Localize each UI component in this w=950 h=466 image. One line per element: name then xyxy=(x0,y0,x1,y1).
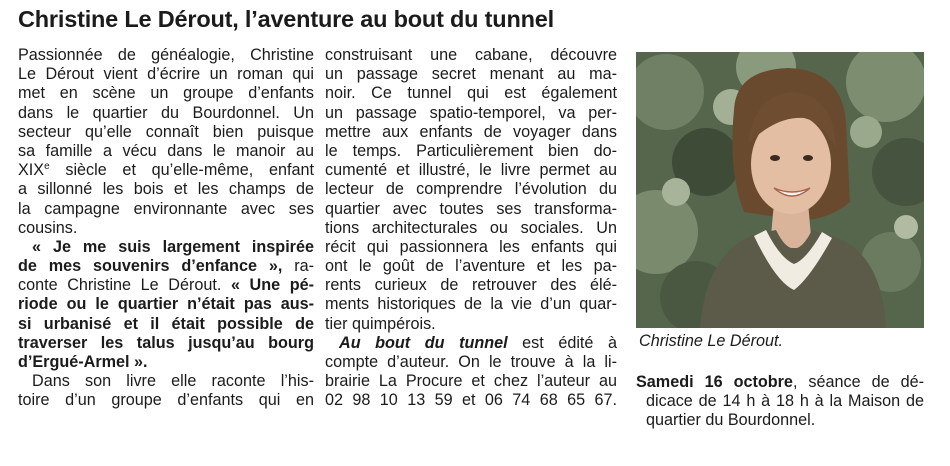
event-date: Samedi 16 octobre xyxy=(636,373,793,391)
column-2-line: lecteur de comprendre l’évolution du xyxy=(325,180,617,199)
column-2-line: récit qui passionnera les enfants qui xyxy=(325,237,617,256)
event-line: quartier du Bourdonnel. xyxy=(646,411,816,430)
quote-line: « Je me suis largement inspirée xyxy=(32,237,314,256)
column-2-line: noir. Ce tunnel qui est également xyxy=(325,84,617,103)
event-line: dicace de 14 h à 18 h à la Maison de xyxy=(646,392,924,411)
column-1-line: sa famille a vécu dans le manoir au xyxy=(18,141,314,160)
column-1-line: Dans son livre elle raconte l’his- xyxy=(32,372,314,391)
column-2-line: cumenté et illustré, le livre permet au xyxy=(325,161,617,180)
quote-line: conte Christine Le Dérout. « Une pé- xyxy=(18,276,314,295)
event-info xyxy=(636,373,924,431)
article-column-2 xyxy=(325,46,617,411)
column-2-line: le temps. Particulièrement bien do- xyxy=(325,141,617,160)
phone-numbers-line: 02 98 10 13 59 et 06 74 68 65 67. xyxy=(325,391,617,410)
column-1-line: secteur qu’elle connaît bien puisque xyxy=(18,122,314,141)
column-2-line: ments historiques de la vie d’un quar- xyxy=(325,295,617,314)
column-2-line: ont le goût de l’aventure et les pa- xyxy=(325,257,617,276)
column-2-line: mettre aux enfants de voyager dans xyxy=(325,122,617,141)
column-1-line: a sillonné les bois et les champs de xyxy=(18,180,314,199)
column-2-line: brairie La Procure et chez l’auteur au xyxy=(325,372,617,391)
column-2-line: quartier avec toutes ses transforma- xyxy=(325,199,617,218)
column-1-line: la campagne environnante avec ses xyxy=(18,199,314,218)
quote-line: riode ou le quartier n’était pas aus- xyxy=(18,295,314,314)
quote-line: d’Ergué-Armel ». xyxy=(18,353,148,371)
book-title-line: Au bout du tunnel est édité à xyxy=(339,333,617,352)
quote-line: si urbanisé et il était possible de xyxy=(18,314,314,333)
photo-caption: Christine Le Dérout. xyxy=(639,332,783,350)
column-2-line: tions architecturales ou sociales. Un xyxy=(325,218,617,237)
column-1-line: met en scène un groupe d’enfants xyxy=(18,84,314,103)
quote-line: de mes souvenirs d’enfance », ra- xyxy=(18,257,314,276)
column-1-line: XIXe siècle et qu’elle-même, enfant xyxy=(18,161,314,180)
author-photo xyxy=(636,52,924,328)
event-line: Samedi 16 octobre, séance de dé- xyxy=(636,373,924,391)
column-1-line: Passionnée de généalogie, Christine xyxy=(18,46,314,64)
article-column-1 xyxy=(18,46,314,411)
column-1-line: Le Dérout vient d’écrire un roman qui xyxy=(18,65,314,84)
column-2-line: tier quimpérois. xyxy=(325,314,436,333)
column-1-line: dans le quartier du Bourdonnel. Un xyxy=(18,103,314,122)
book-title: Au bout du tunnel xyxy=(339,333,508,352)
article-headline: Christine Le Dérout, l’aventure au bout du tunnel xyxy=(18,6,554,32)
column-1-line: toire d’un groupe d’enfants qui en xyxy=(18,391,314,410)
column-1-line: cousins. xyxy=(18,218,78,237)
column-2-line: un passage spatio-temporel, va per- xyxy=(325,103,617,122)
quote-line: traverser les talus jusqu’au bourg xyxy=(18,333,314,352)
column-2-line: un passage secret menant au ma- xyxy=(325,65,617,84)
column-2-line: construisant une cabane, découvre xyxy=(325,46,617,64)
column-2-line: rents curieux de retrouver des élé- xyxy=(325,276,617,295)
column-2-line: compte d’auteur. On le trouve à la li- xyxy=(325,353,617,371)
